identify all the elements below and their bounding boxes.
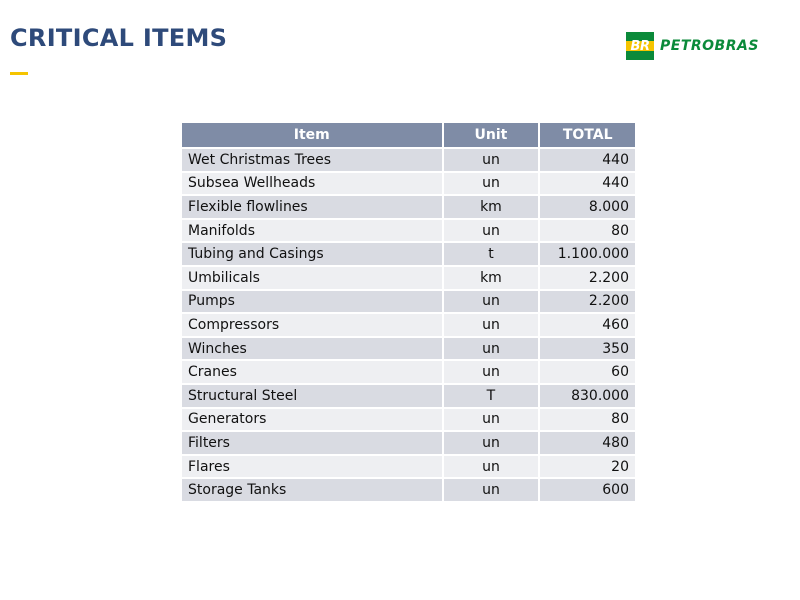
cell-item: Structural Steel <box>181 384 443 408</box>
slide-title: CRITICAL ITEMS <box>10 24 228 52</box>
table-row <box>181 148 636 172</box>
cell-unit: km <box>443 195 540 219</box>
cell-total: 460 <box>539 313 636 337</box>
table-row <box>181 219 636 243</box>
cell-total: 600 <box>539 478 636 502</box>
petrobras-logo <box>626 32 759 60</box>
table-row <box>181 313 636 337</box>
cell-unit: un <box>443 148 540 172</box>
cell-unit: un <box>443 431 540 455</box>
cell-item: Flexible flowlines <box>181 195 443 219</box>
cell-unit: un <box>443 478 540 502</box>
cell-total: 830.000 <box>539 384 636 408</box>
logo-mark-text: BR <box>630 38 650 54</box>
table-row <box>181 360 636 384</box>
table-row <box>181 290 636 314</box>
cell-unit: km <box>443 266 540 290</box>
cell-total: 440 <box>539 148 636 172</box>
cell-total: 1.100.000 <box>539 242 636 266</box>
cell-item: Filters <box>181 431 443 455</box>
cell-item: Tubing and Casings <box>181 242 443 266</box>
cell-item: Wet Christmas Trees <box>181 148 443 172</box>
cell-item: Cranes <box>181 360 443 384</box>
cell-total: 20 <box>539 455 636 479</box>
header-item: Item <box>181 122 443 148</box>
cell-item: Subsea Wellheads <box>181 172 443 196</box>
cell-item: Winches <box>181 337 443 361</box>
cell-unit: un <box>443 360 540 384</box>
cell-item: Generators <box>181 408 443 432</box>
header-unit: Unit <box>443 122 540 148</box>
cell-unit: un <box>443 290 540 314</box>
table-row <box>181 408 636 432</box>
cell-total: 2.200 <box>539 266 636 290</box>
cell-total: 8.000 <box>539 195 636 219</box>
cell-item: Pumps <box>181 290 443 314</box>
table-row <box>181 172 636 196</box>
table-row <box>181 478 636 502</box>
header-total: TOTAL <box>539 122 636 148</box>
cell-total: 440 <box>539 172 636 196</box>
logo-wordmark: PETROBRAS <box>660 38 759 54</box>
cell-item: Flares <box>181 455 443 479</box>
table-row <box>181 455 636 479</box>
table-row <box>181 431 636 455</box>
cell-item: Storage Tanks <box>181 478 443 502</box>
cell-unit: un <box>443 172 540 196</box>
cell-unit: un <box>443 313 540 337</box>
critical-items-table <box>180 121 637 503</box>
cell-item: Compressors <box>181 313 443 337</box>
table-row <box>181 266 636 290</box>
cell-total: 2.200 <box>539 290 636 314</box>
cell-unit: t <box>443 242 540 266</box>
table-row <box>181 384 636 408</box>
cell-unit: T <box>443 384 540 408</box>
cell-total: 60 <box>539 360 636 384</box>
cell-total: 80 <box>539 408 636 432</box>
table-header-row <box>181 122 636 148</box>
cell-total: 350 <box>539 337 636 361</box>
cell-total: 80 <box>539 219 636 243</box>
cell-unit: un <box>443 219 540 243</box>
cell-unit: un <box>443 337 540 361</box>
cell-total: 480 <box>539 431 636 455</box>
cell-item: Manifolds <box>181 219 443 243</box>
cell-item: Umbilicals <box>181 266 443 290</box>
table-row <box>181 195 636 219</box>
table-row <box>181 242 636 266</box>
cell-unit: un <box>443 455 540 479</box>
title-accent-bar <box>10 72 28 75</box>
cell-unit: un <box>443 408 540 432</box>
table-row <box>181 337 636 361</box>
br-logo-icon <box>626 32 654 60</box>
